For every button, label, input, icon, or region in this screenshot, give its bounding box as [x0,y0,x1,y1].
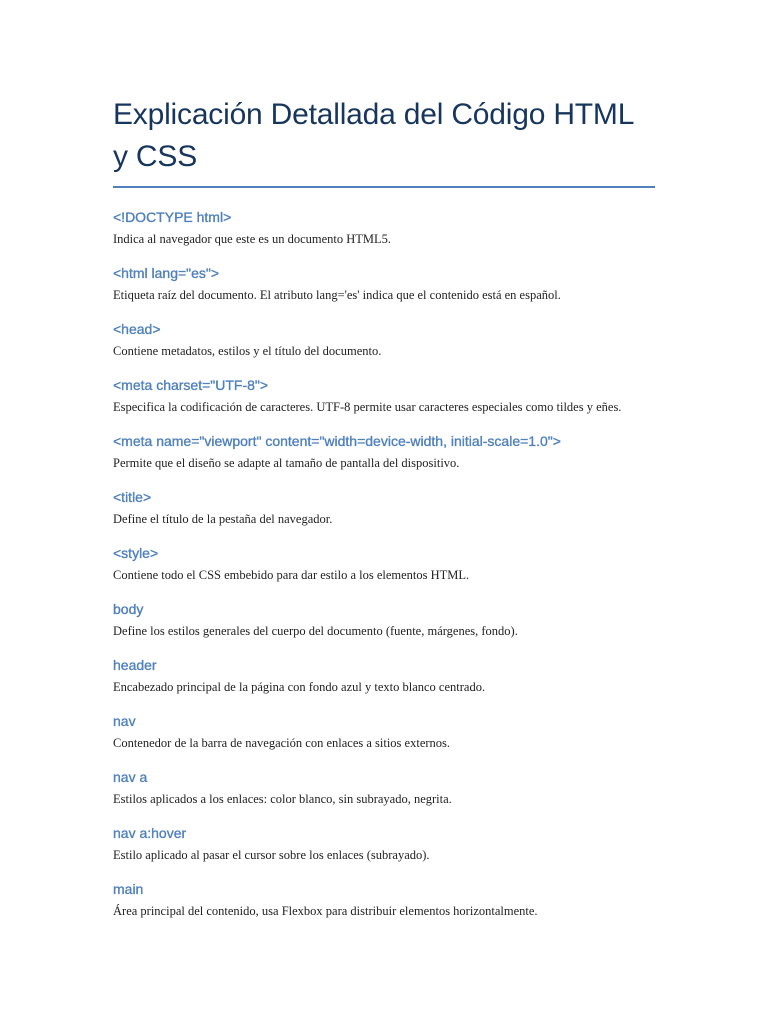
entry-description: Estilo aplicado al pasar el cursor sobre los enlaces (subrayado). [113,848,430,862]
document-page [113,0,655,936]
entry-term: header [113,657,157,673]
entry-description: Contenedor de la barra de navegación con enlaces a sitios externos. [113,736,451,750]
entry-nav-a-hover [113,824,655,865]
entry-term: main [113,881,144,897]
entry-description: Contiene metadatos, estilos y el título del documento. [113,344,382,358]
entry-term: <html lang="es"> [113,265,220,281]
entry-description: Encabezado principal de la página con fondo azul y texto blanco centrado. [113,680,486,694]
title-divider [113,186,655,188]
entry-meta-charset [113,376,655,417]
entry-description: Indica al navegador que este es un documento HTML5. [113,232,392,246]
entry-term: <meta charset="UTF-8"> [113,377,269,393]
entry-nav-a [113,768,655,809]
entry-style [113,544,655,585]
entry-term: body [113,601,144,617]
entry-term: nav a:hover [113,825,187,841]
entry-term: <title> [113,489,152,505]
entry-html [113,264,655,305]
entry-header [113,656,655,697]
entry-term: nav [113,713,136,729]
entries-list [113,208,655,921]
entry-term: <meta name="viewport" content="width=device-width, initial-scale=1.0"> [113,433,561,449]
entry-main [113,880,655,921]
entry-description: Define los estilos generales del cuerpo del documento (fuente, márgenes, fondo). [113,624,518,638]
entry-description: Especifica la codificación de caracteres. UTF-8 permite usar caracteres especiales como tildes y eñes. [113,400,622,414]
entry-description: Área principal del contenido, usa Flexbox para distribuir elementos horizontalmente. [113,904,538,918]
entry-term: <style> [113,545,159,561]
entry-description: Estilos aplicados a los enlaces: color blanco, sin subrayado, negrita. [113,792,452,806]
entry-nav [113,712,655,753]
entry-head [113,320,655,361]
entry-term: <head> [113,321,161,337]
entry-description: Permite que el diseño se adapte al tamaño de pantalla del dispositivo. [113,456,460,470]
entry-term: nav a [113,769,148,785]
document-title: Explicación Detallada del Código HTML y CSS [113,98,634,173]
entry-body [113,600,655,641]
entry-meta-viewport [113,432,655,473]
entry-description: Define el título de la pestaña del navegador. [113,512,333,526]
entry-description: Contiene todo el CSS embebido para dar estilo a los elementos HTML. [113,568,470,582]
entry-description: Etiqueta raíz del documento. El atributo lang='es' indica que el contenido está en español. [113,288,561,302]
entry-title [113,488,655,529]
entry-doctype [113,208,655,249]
entry-term: <!DOCTYPE html> [113,209,232,225]
